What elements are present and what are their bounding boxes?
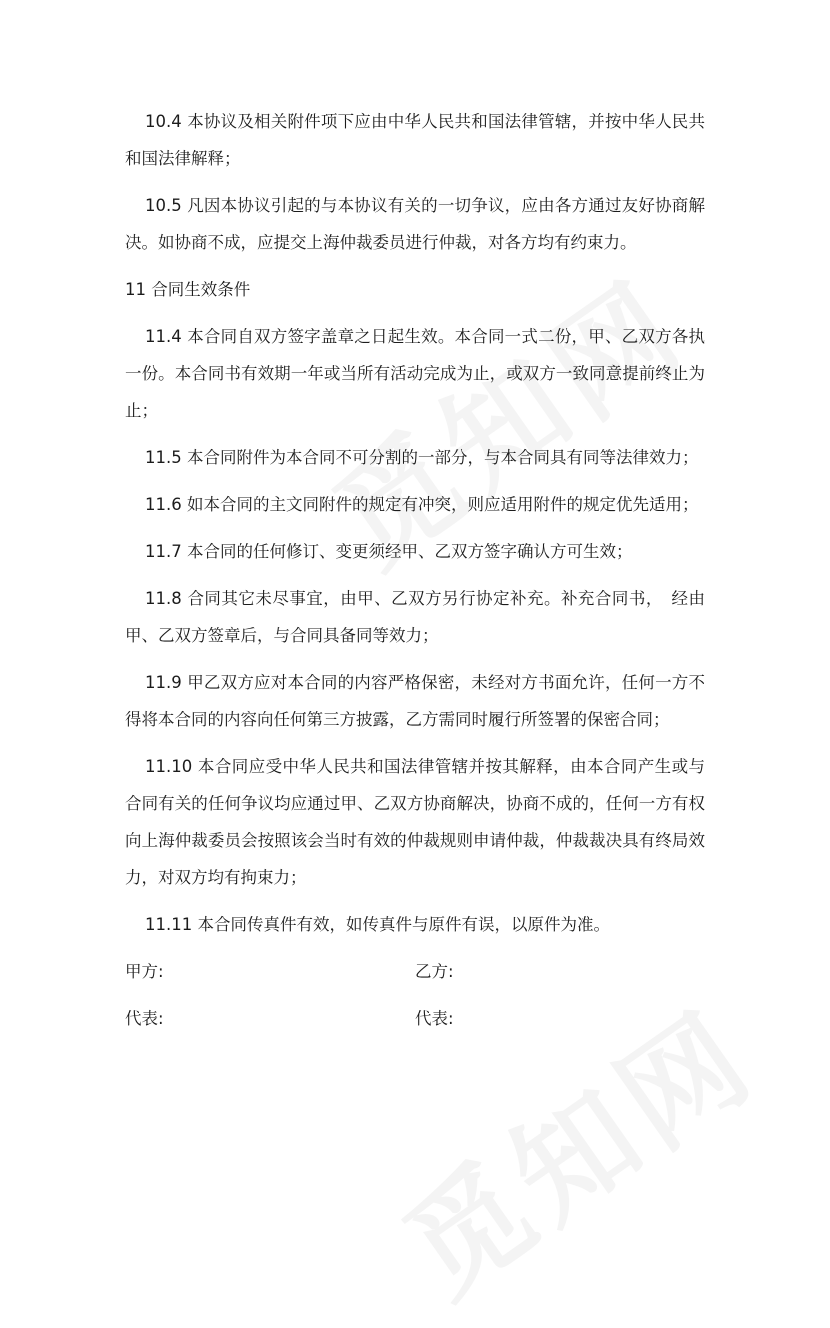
clause-11-4: 11.4 本合同自双方签字盖章之日起生效。本合同一式二份，甲、乙双方各执一份。本合同书有效期一年或当所有活动完成为止，或双方一致同意提前终止为止； [125,327,705,420]
section-heading-11: 11 合同生效条件 [125,280,251,299]
signature-party-row [125,953,705,990]
party-b-label: 乙方: [415,962,454,981]
clause-10-5: 10.5 凡因本协议引起的与本协议有关的一切争议，应由各方通过友好协商解决。如协商不成，应提交上海仲裁委员进行仲裁，对各方均有约束力。 [125,196,705,252]
clause-11-5: 11.5 本合同附件为本合同不可分割的一部分，与本合同具有同等法律效力； [145,448,699,467]
signature-rep-row [125,1000,705,1037]
clause-11-8: 11.8 合同其它未尽事宜，由甲、乙双方另行协定补充。补充合同书， 经由甲、乙双方签章后，与合同具备同等效力； [125,589,705,645]
party-a-label: 甲方: [125,962,164,981]
clause-11-10: 11.10 本合同应受中华人民共和国法律管辖并按其解释，由本合同产生或与合同有关的任何争议均应通过甲、乙双方协商解决，协商不成的，任何一方有权向上海仲裁委员会按照该会当时有效的仲裁规则申请仲裁，仲裁裁决具有终局效力，对双方均有拘束力； [125,757,705,887]
document-body [125,103,705,1037]
clause-11-7: 11.7 本合同的任何修订、变更须经甲、乙双方签字确认方可生效； [145,542,633,561]
clause-11-11: 11.11 本合同传真件有效，如传真件与原件有误，以原件为准。 [145,915,610,934]
clause-11-6: 11.6 如本合同的主文同附件的规定有冲突，则应适用附件的规定优先适用； [145,495,699,514]
clause-11-9: 11.9 甲乙双方应对本合同的内容严格保密，未经对方书面允许，任何一方不得将本合同的内容向任何第三方披露，乙方需同时履行所签署的保密合同； [125,673,705,729]
rep-a-label: 代表: [125,1009,164,1028]
clause-10-4: 10.4 本协议及相关附件项下应由中华人民共和国法律管辖，并按中华人民共和国法律解释； [125,112,705,168]
rep-b-label: 代表: [415,1009,454,1028]
